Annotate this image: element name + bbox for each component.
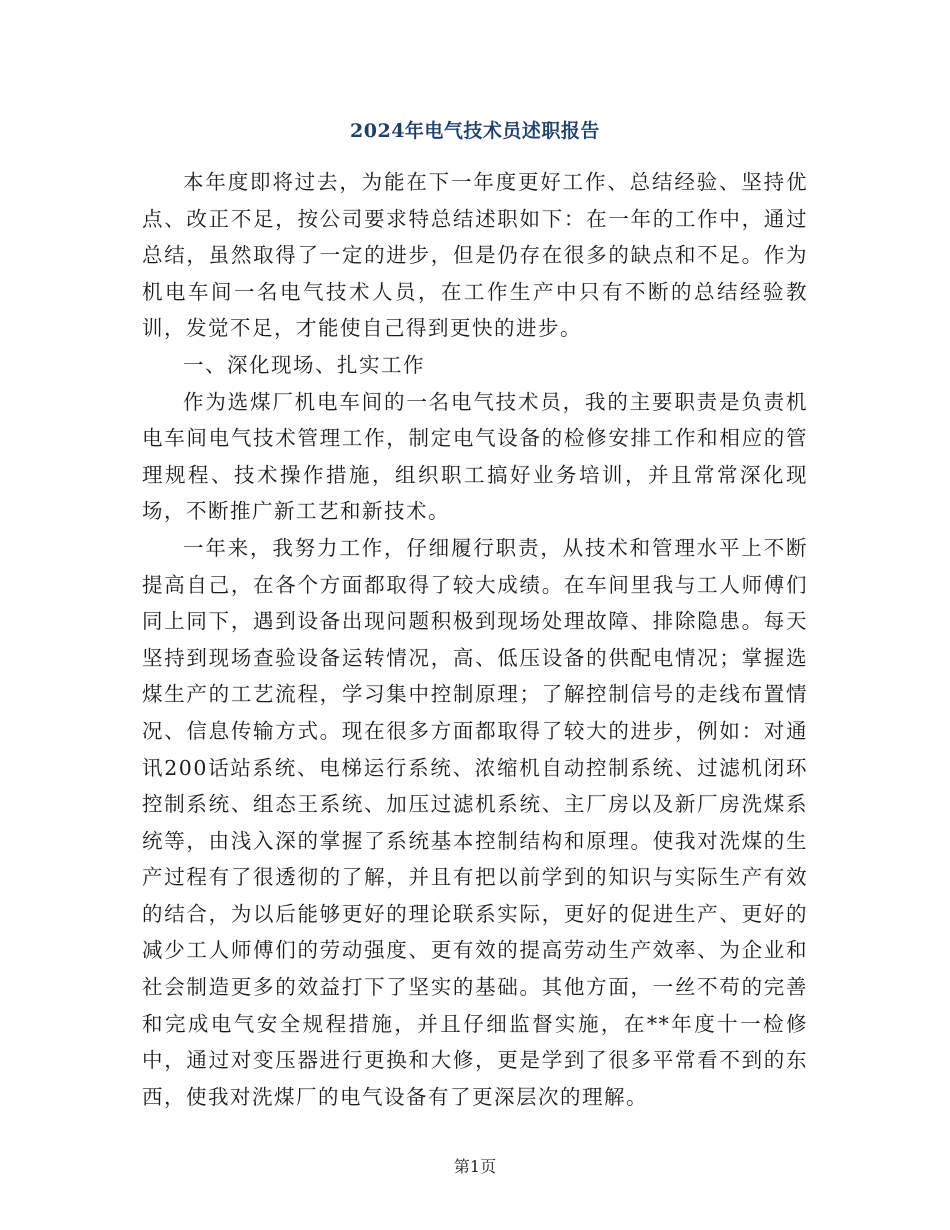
document-title: 2024年电气技术员述职报告 bbox=[350, 120, 600, 142]
document-body bbox=[142, 164, 808, 1115]
page-number: 第1页 bbox=[453, 1157, 497, 1176]
paragraph-achievements: 一年来，我努力工作，仔细履行职责，从技术和管理水平上不断提高自己，在各个方面都取得了较大成绩。在车间里我与工人师傅们同上同下，遇到设备出现问题积极到现场处理故障、排除隐患。每天坚持到现场查验设备运转情况，高、低压设备的供配电情况；掌握选煤生产的工艺流程，学习集中控制原理；了解控制信号的走线布置情况、信息传输方式。现在很多方面都取得了较大的进步，例如：对通讯200话站系统、电梯运行系统、浓缩机自动控制系统、过滤机闭环控制系统、组态王系统、加压过滤机系统、主厂房以及新厂房洗煤系统等，由浅入深的掌握了系统基本控制结构和原理。使我对洗煤的生产过程有了很透彻的了解，并且有把以前学到的知识与实际生产有效的结合，为以后能够更好的理论联系实际，更好的促进生产、更好的减少工人师傅们的劳动强度、更有效的提高劳动生产效率、为企业和社会制造更多的效益打下了坚实的基础。其他方面，一丝不苟的完善和完成电气安全规程措施，并且仔细监督实施，在**年度十一检修中，通过对变压器进行更换和大修，更是学到了很多平常看不到的东西，使我对洗煤厂的电气设备有了更深层次的理解。 bbox=[142, 535, 808, 1109]
section-heading: 一、深化现场、扎实工作 bbox=[183, 352, 425, 377]
paragraph-intro: 本年度即将过去，为能在下一年度更好工作、总结经验、坚持优点、改正不足，按公司要求特总结述职如下：在一年的工作中，通过总结，虽然取得了一定的进步，但是仍存在很多的缺点和不足。作为机电车间一名电气技术人员，在工作生产中只有不断的总结经验教训，发觉不足，才能使自己得到更快的进步。 bbox=[142, 170, 808, 341]
paragraph-duties: 作为选煤厂机电车间的一名电气技术员，我的主要职责是负责机电车间电气技术管理工作，制定电气设备的检修安排工作和相应的管理规程、技术操作措施，组织职工搞好业务培训，并且常常深化现场，不断推广新工艺和新技术。 bbox=[142, 389, 808, 524]
